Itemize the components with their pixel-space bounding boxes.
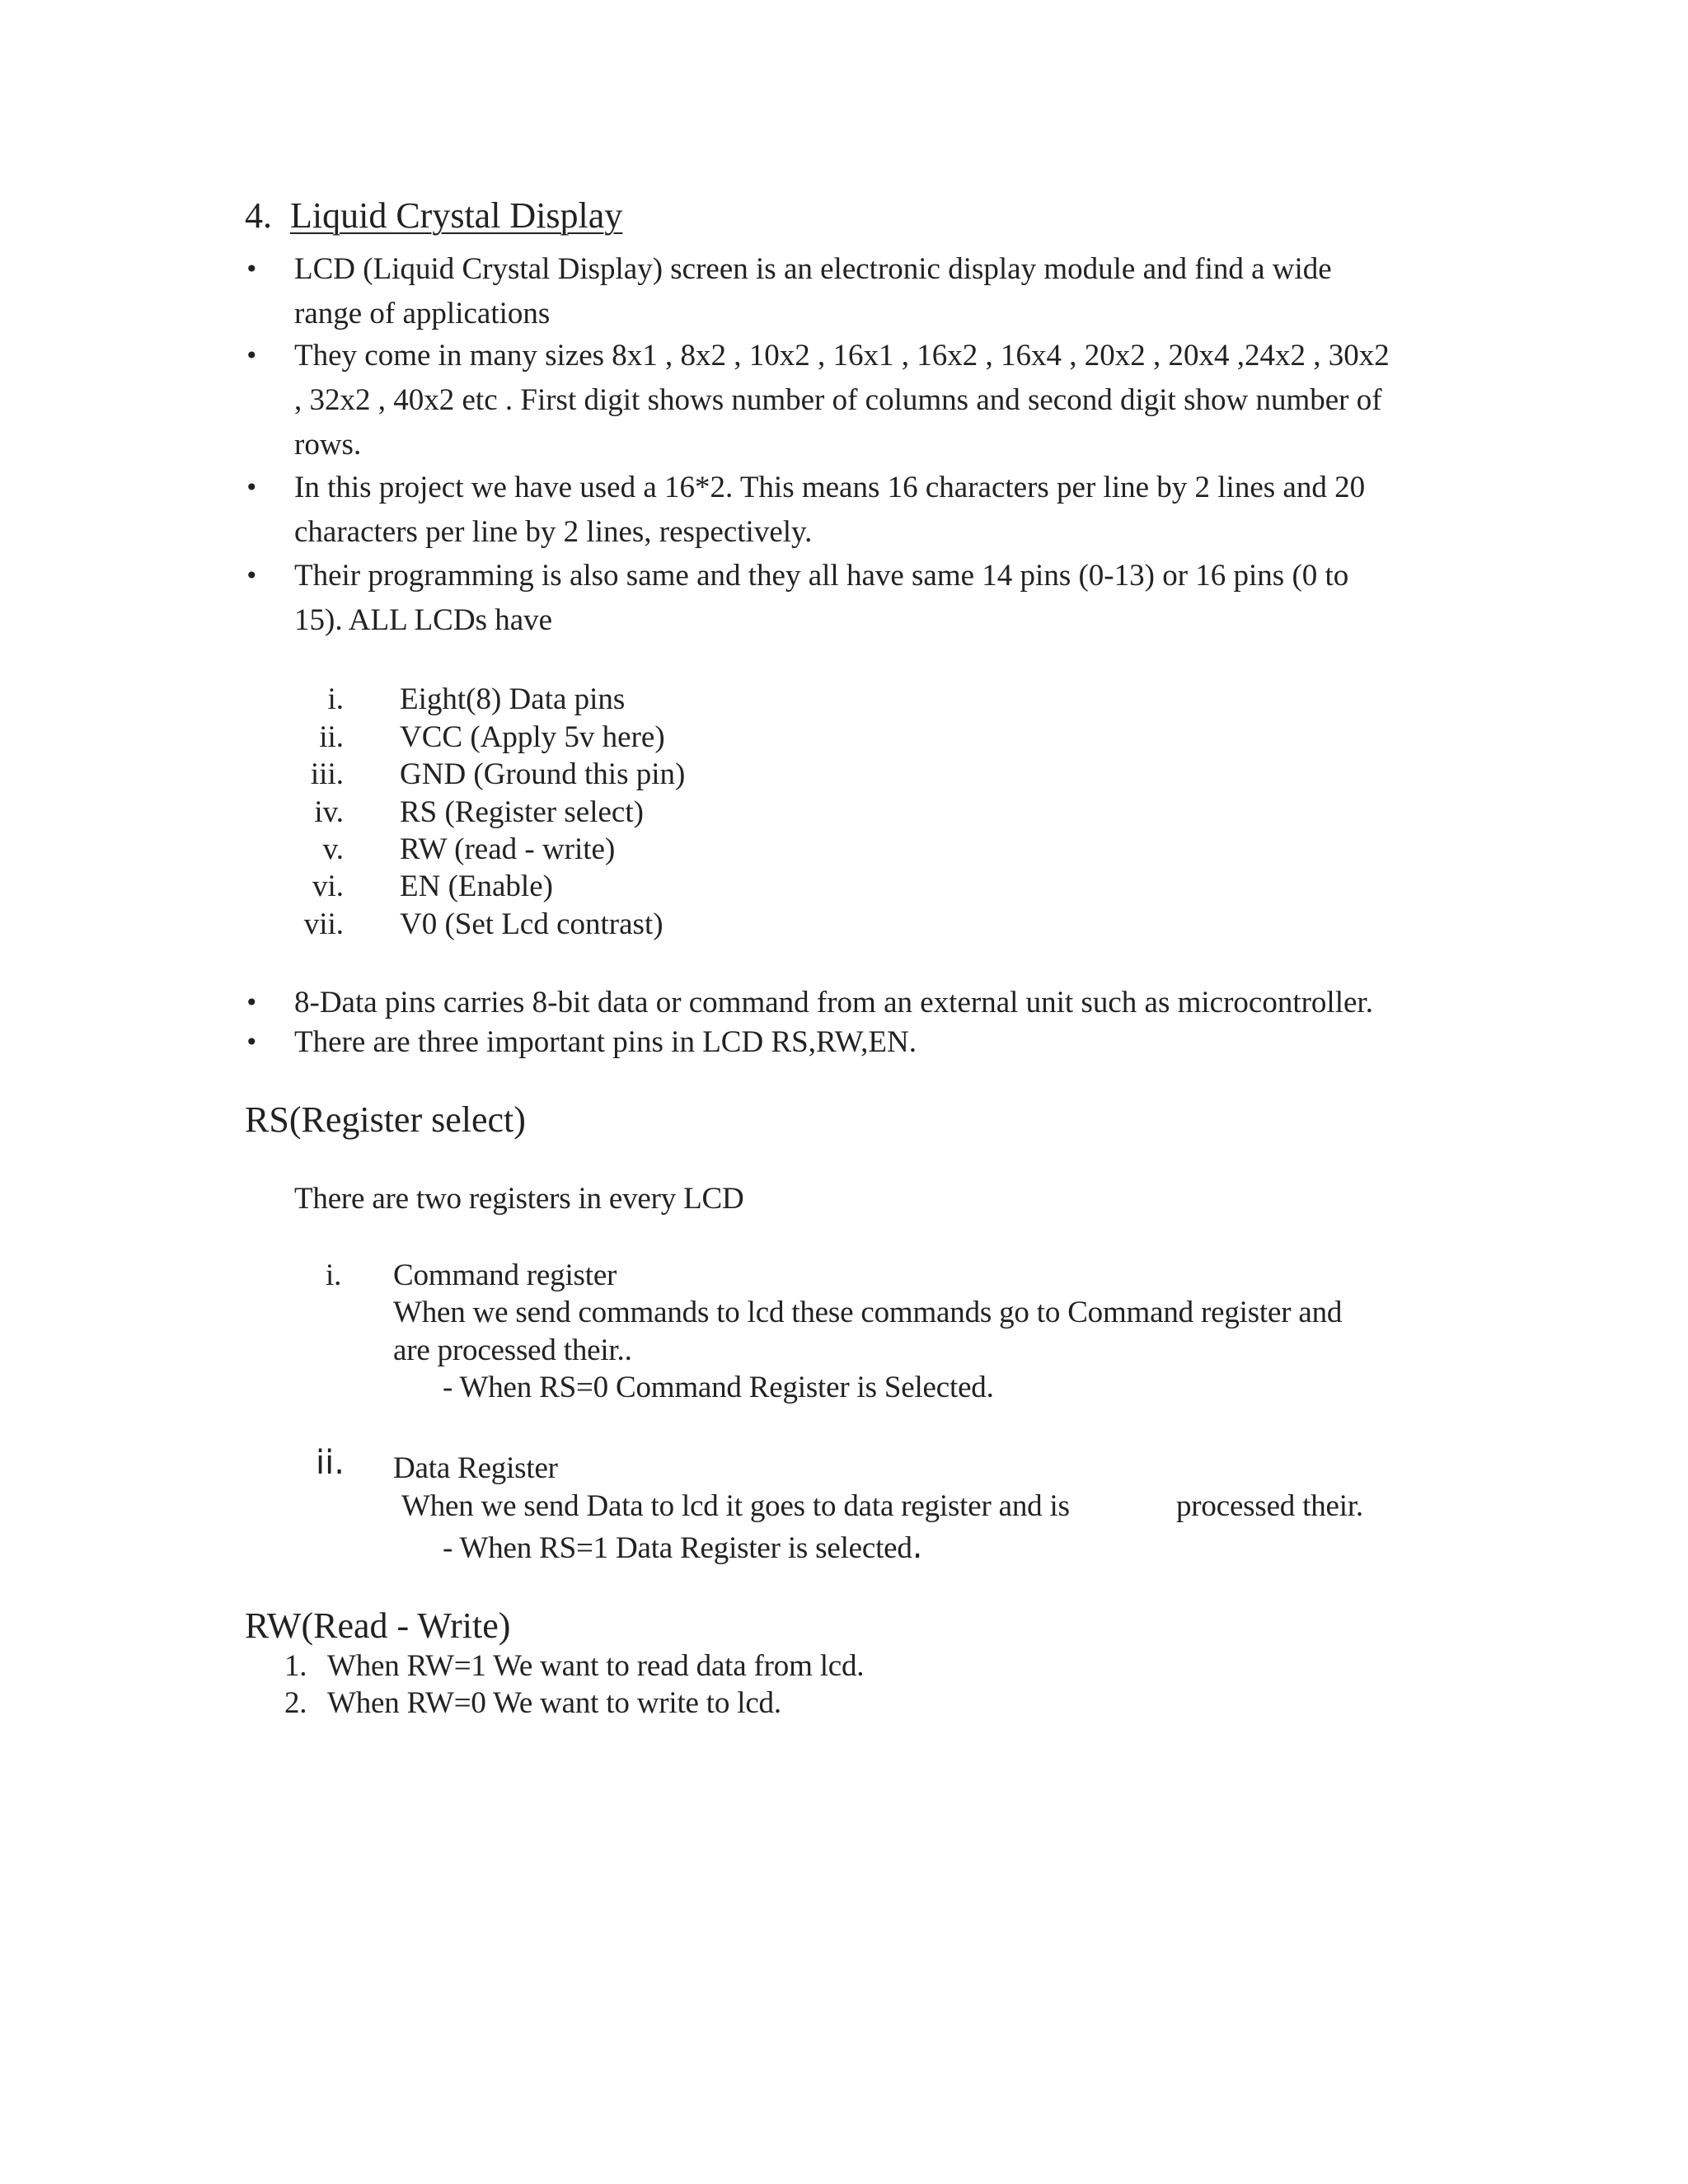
list-text: VCC (Apply 5v here) xyxy=(400,720,665,754)
list-text: RS (Register select) xyxy=(400,795,644,829)
list-text: V0 (Set Lcd contrast) xyxy=(400,907,663,941)
list-text: GND (Ground this pin) xyxy=(400,757,686,791)
list-numeral: i. xyxy=(327,682,344,716)
bullet-line: 15). ALL LCDs have xyxy=(294,603,553,637)
bullet-icon: • xyxy=(245,562,259,589)
rs-item-title: Command register xyxy=(393,1258,617,1292)
section-number: 4. xyxy=(245,195,272,236)
bullet-text xyxy=(294,466,1514,555)
bullet-text xyxy=(294,334,1514,467)
rs-item-numeral: ii. xyxy=(316,1444,345,1482)
list-numeral: iii. xyxy=(310,757,344,791)
bullet-line: They come in many sizes 8x1 , 8x2 , 10x2 , 16x1 , 16x2 , 16x4 , 20x2 , 20x4 ,24x2 , 30x2 xyxy=(294,339,1390,373)
rs-item-desc: When we send Data to lcd it goes to data register and is xyxy=(401,1489,1070,1523)
bullet-icon: • xyxy=(245,342,259,369)
rs-item-title: Data Register xyxy=(393,1451,558,1485)
bullet-icon: • xyxy=(245,989,259,1016)
bullet-text xyxy=(294,247,1514,336)
rs-heading: RS(Register select) xyxy=(245,1099,526,1140)
rs-item-note-text: - When RS=1 Data Register is selected xyxy=(443,1531,912,1565)
rw-item-numeral: 1. xyxy=(284,1649,307,1683)
rw-item-text: When RW=1 We want to read data from lcd. xyxy=(327,1649,865,1683)
bullet-text: 8-Data pins carries 8-bit data or command from an external unit such as microcontroller. xyxy=(294,986,1373,1019)
bullet-line: characters per line by 2 lines, respectively. xyxy=(294,515,813,549)
list-numeral: ii. xyxy=(319,720,344,754)
bullet-text: There are three important pins in LCD RS,RW,EN. xyxy=(294,1025,917,1059)
rs-item-desc-tail: processed their. xyxy=(1176,1489,1363,1523)
bullet-line: In this project we have used a 16*2. This means 16 characters per line by 2 lines and 20 xyxy=(294,471,1366,504)
bullet-text xyxy=(294,554,1514,643)
rs-intro: There are two registers in every LCD xyxy=(294,1182,744,1216)
section-heading xyxy=(245,194,622,237)
bullet-icon: • xyxy=(245,255,259,283)
section-title: Liquid Crystal Display xyxy=(290,195,623,236)
rw-item-numeral: 2. xyxy=(284,1686,307,1720)
bullet-line: LCD (Liquid Crystal Display) screen is an electronic display module and find a wide xyxy=(294,252,1332,286)
bullet-line: , 32x2 , 40x2 etc . First digit shows number of columns and second digit show number of xyxy=(294,383,1382,417)
bullet-line: rows. xyxy=(294,428,362,462)
bullet-line: range of applications xyxy=(294,297,551,330)
list-text: Eight(8) Data pins xyxy=(400,682,626,716)
list-numeral: vii. xyxy=(303,907,344,941)
rs-item-numeral: i. xyxy=(326,1258,342,1292)
bullet-icon: • xyxy=(245,1029,259,1056)
bullet-icon: • xyxy=(245,474,259,501)
list-numeral: v. xyxy=(322,832,344,866)
list-text: EN (Enable) xyxy=(400,869,553,903)
rw-item-text: When RW=0 We want to write to lcd. xyxy=(327,1686,781,1720)
rs-item-note: - When RS=0 Command Register is Selected. xyxy=(443,1371,994,1404)
bullet-line: Their programming is also same and they all have same 14 pins (0-13) or 16 pins (0 to xyxy=(294,559,1349,593)
rs-item-note-period: . xyxy=(912,1528,923,1566)
list-numeral: iv. xyxy=(314,795,344,829)
rw-heading: RW(Read - Write) xyxy=(245,1605,511,1646)
list-text: RW (read - write) xyxy=(400,832,616,866)
rs-item-note xyxy=(443,1528,922,1566)
rs-item-desc: are processed their.. xyxy=(393,1333,632,1367)
rs-item-desc: When we send commands to lcd these commands go to Command register and xyxy=(393,1296,1343,1329)
list-numeral: vi. xyxy=(312,869,344,903)
